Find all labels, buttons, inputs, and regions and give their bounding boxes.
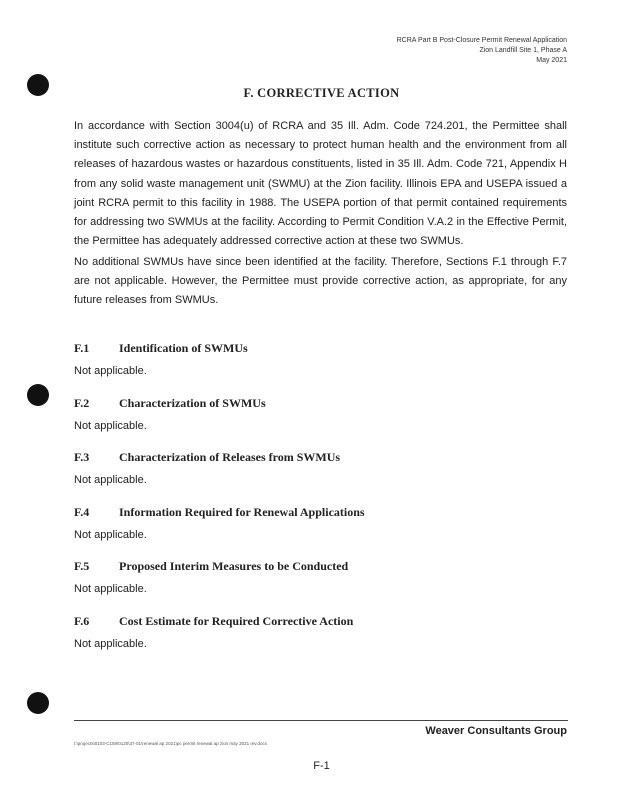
punch-hole — [27, 692, 49, 714]
page-number: F-1 — [313, 760, 330, 772]
section-title: Characterization of Releases from SWMUs — [119, 450, 341, 464]
paragraph: No additional SWMUs have since been identified at the facility. Therefore, Sections F.1 through F.7 are not applicable. However, the Permittee must provide corrective action, as appropriate, for any future releases from SWMUs. — [74, 256, 567, 307]
section-heading — [74, 505, 365, 520]
section-body: Not applicable. — [74, 638, 147, 650]
header-line: May 2021 — [536, 57, 567, 64]
section-number: F.4 — [74, 505, 90, 519]
section-title: Characterization of SWMUs — [119, 396, 266, 410]
section-heading — [74, 450, 340, 465]
section-body: Not applicable. — [74, 474, 147, 486]
section-number: F.6 — [74, 614, 90, 628]
footer-rule — [74, 720, 568, 721]
section-heading — [74, 341, 248, 356]
section-heading — [74, 396, 266, 411]
header-line: RCRA Part B Post-Closure Permit Renewal Application — [396, 37, 567, 44]
page-title: F. CORRECTIVE ACTION — [243, 86, 400, 100]
section-number: F.3 — [74, 450, 90, 464]
section-title: Cost Estimate for Required Corrective Action — [119, 614, 354, 628]
section-title: Proposed Interim Measures to be Conducted — [119, 559, 349, 573]
section-title: Identification of SWMUs — [119, 341, 248, 355]
section-number: F.5 — [74, 559, 90, 573]
section-title: Information Required for Renewal Applications — [119, 505, 365, 519]
footer-file-path: I:\projects\0103-C159\0120\37-01\renewal ap 2021\pc permit renewal ap zion may 2021 rev.docx — [74, 741, 268, 746]
section-number: F.1 — [74, 341, 90, 355]
paragraph: In accordance with Section 3004(u) of RCRA and 35 Ill. Adm. Code 724.201, the Permittee shall institute such corrective action as necessary to protect human health and the environment from all releases of hazardous wastes or hazardous constituents, listed in 35 Ill. Adm. Code 721, Appendix H from any solid waste management unit (SWMU) at the Zion facility. Illinois EPA and USEPA issued a joint RCRA permit to this facility in 1988. The USEPA portion of that permit contained requirements for addressing two SWMUs at the facility. According to Permit Condition V.A.2 in the Effective Permit, the Permittee has adequately addressed corrective action at these two SWMUs. — [74, 120, 567, 248]
section-number: F.2 — [74, 396, 90, 410]
footer-company: Weaver Consultants Group — [425, 725, 567, 737]
header-line: Zion Landfill Site 1, Phase A — [479, 47, 567, 54]
punch-hole — [27, 384, 49, 406]
section-heading — [74, 614, 353, 629]
section-body: Not applicable. — [74, 529, 147, 541]
section-body: Not applicable. — [74, 365, 147, 377]
section-body: Not applicable. — [74, 583, 147, 595]
section-heading — [74, 559, 348, 574]
section-body: Not applicable. — [74, 420, 147, 432]
running-header — [397, 36, 567, 66]
